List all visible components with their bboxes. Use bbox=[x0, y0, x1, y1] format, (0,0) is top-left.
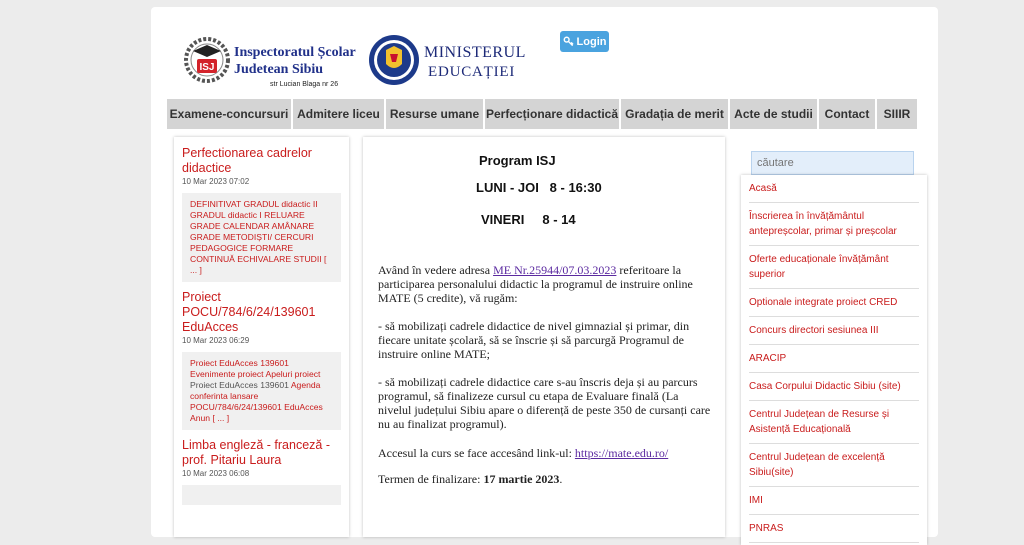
isj-emblem-text: ISJ bbox=[199, 62, 215, 73]
article-date: 10 Mar 2023 07:02 bbox=[182, 177, 250, 186]
link-optionale-cred[interactable]: Optionale integrate proiect CRED bbox=[749, 289, 919, 317]
link-aracip[interactable]: ARACIP bbox=[749, 345, 919, 373]
paragraph-text: referitoare la participarea personalului didactic la programul de instruire online MATE (5 credite), vă rugăm: bbox=[378, 263, 693, 305]
news-column bbox=[174, 137, 349, 537]
ministry-title-line1: MINISTERUL bbox=[424, 44, 526, 61]
paragraph-text: Accesul la curs se face accesând link-ul: bbox=[378, 446, 575, 460]
link-cjrae[interactable]: Centrul Județean de Resurse și Asistență Educațională bbox=[749, 401, 919, 444]
main-content bbox=[363, 137, 725, 537]
nav-item-acte-de-studii[interactable]: Acte de studii bbox=[730, 99, 817, 129]
isj-gear-emblem-icon bbox=[184, 37, 230, 83]
link-pnras[interactable]: PNRAS bbox=[749, 515, 919, 543]
isj-title-line2: Judetean Sibiu bbox=[234, 62, 324, 77]
login-button[interactable] bbox=[560, 31, 609, 52]
nav-item-perfectionare-didactica[interactable]: Perfecționare didactică bbox=[485, 99, 619, 129]
key-icon bbox=[563, 36, 574, 47]
nav-item-examene-concursuri[interactable]: Examene-concursuri bbox=[167, 99, 291, 129]
article-excerpt[interactable] bbox=[182, 485, 341, 505]
isj-logo bbox=[182, 29, 367, 93]
mate-link[interactable]: https://mate.edu.ro/ bbox=[574, 446, 669, 460]
nav-item-siiir[interactable]: SIIIR bbox=[877, 99, 917, 129]
news-article bbox=[174, 438, 349, 505]
news-article bbox=[174, 290, 349, 430]
article-title[interactable]: Limba engleză - franceză - prof. Pitariu Laura bbox=[182, 438, 330, 467]
link-acasa[interactable]: Acasă bbox=[749, 175, 919, 203]
isj-address: str Lucian Blaga nr 26 bbox=[270, 81, 339, 88]
header-logo[interactable] bbox=[182, 29, 530, 93]
article-title[interactable]: Perfectionarea cadrelor didactice bbox=[182, 146, 312, 175]
deadline-date: 17 martie 2023 bbox=[483, 472, 560, 486]
article-date: 10 Mar 2023 06:08 bbox=[182, 469, 250, 478]
ministry-title-line2: EDUCAȚIEI bbox=[428, 64, 516, 80]
article-date: 10 Mar 2023 06:29 bbox=[182, 336, 250, 345]
article-excerpt[interactable] bbox=[182, 352, 341, 430]
nav-item-gradatia-de-merit[interactable]: Gradația de merit bbox=[621, 99, 728, 129]
news-article bbox=[174, 137, 349, 282]
article-title[interactable]: Proiect POCU/784/6/24/139601 EduAcces bbox=[182, 290, 316, 334]
page-container bbox=[151, 7, 938, 537]
link-casa-corpului-didactic[interactable]: Casa Corpului Didactic Sibiu (site) bbox=[749, 373, 919, 401]
nav-item-admitere-liceu[interactable]: Admitere liceu bbox=[293, 99, 384, 129]
paragraph-access bbox=[378, 446, 714, 460]
nav-item-contact[interactable]: Contact bbox=[819, 99, 875, 129]
paragraph-intro bbox=[378, 263, 714, 305]
login-label: Login bbox=[576, 35, 607, 48]
paragraph-deadline bbox=[378, 472, 714, 486]
article-excerpt[interactable]: DEFINITIVAT GRADUL didactic II GRADUL didactic I RELUARE GRADE CALENDAR AMÂNARE GRADE METODIȘTI/ CERCURI PEDAGOGICE FORMARE CONTINUĂ ECHIVALARE STUDII [ ... ] bbox=[182, 193, 341, 282]
main-nav bbox=[167, 99, 917, 129]
program-title: Program ISJ bbox=[479, 153, 556, 168]
search-input[interactable] bbox=[751, 151, 914, 175]
excerpt-text-grey: Proiect EduAcces 139601 bbox=[190, 380, 289, 390]
me-address-link[interactable]: ME Nr.25944/07.03.2023 bbox=[493, 263, 617, 277]
program-weekdays: LUNI - JOI 8 - 16:30 bbox=[476, 180, 602, 195]
paragraph-text: Având în vedere adresa bbox=[378, 263, 494, 277]
link-concurs-directori[interactable]: Concurs directori sesiunea III bbox=[749, 317, 919, 345]
link-inscrierea[interactable]: Înscrierea în învățământul antepreșcolar, primar și preșcolar bbox=[749, 203, 919, 246]
link-imi[interactable]: IMI bbox=[749, 487, 919, 515]
paragraph-mobilize-1: - să mobilizați cadrele didactice de nivel gimnazial și primar, din fiecare unitate școlară, să se înscrie și să parcurgă Programul de instruire online MATE; bbox=[378, 319, 690, 361]
paragraph-text: . bbox=[559, 472, 563, 486]
link-oferte-educationale[interactable]: Oferte educaționale învățământ superior bbox=[749, 246, 919, 289]
government-crest-icon bbox=[368, 34, 420, 86]
excerpt-text: Agenda conferinta lansare POCU/784/6/24/139601 EduAcces Anun [ ... ] bbox=[190, 380, 323, 423]
excerpt-text: Proiect EduAcces 139601 Evenimente proiect Apeluri proiect bbox=[190, 358, 321, 379]
program-friday: VINERI 8 - 14 bbox=[481, 212, 576, 227]
paragraph-mobilize-2: - să mobilizați cadrele didactice care s-au înscris deja și au parcurs programul, să finalizeze cursul cu etapa de Evaluare finală (La nivelul județului Sibiu apare o diferență de peste 350 de cursanți care nu au finalizat programul). bbox=[378, 375, 711, 431]
paragraph-text: Termen de finalizare: bbox=[378, 472, 484, 486]
link-centrul-excelenta[interactable]: Centrul Județean de excelență Sibiu(site) bbox=[749, 444, 919, 487]
isj-title-line1: Inspectoratul Școlar bbox=[234, 45, 356, 60]
nav-item-resurse-umane[interactable]: Resurse umane bbox=[386, 99, 483, 129]
quick-links bbox=[741, 175, 927, 545]
